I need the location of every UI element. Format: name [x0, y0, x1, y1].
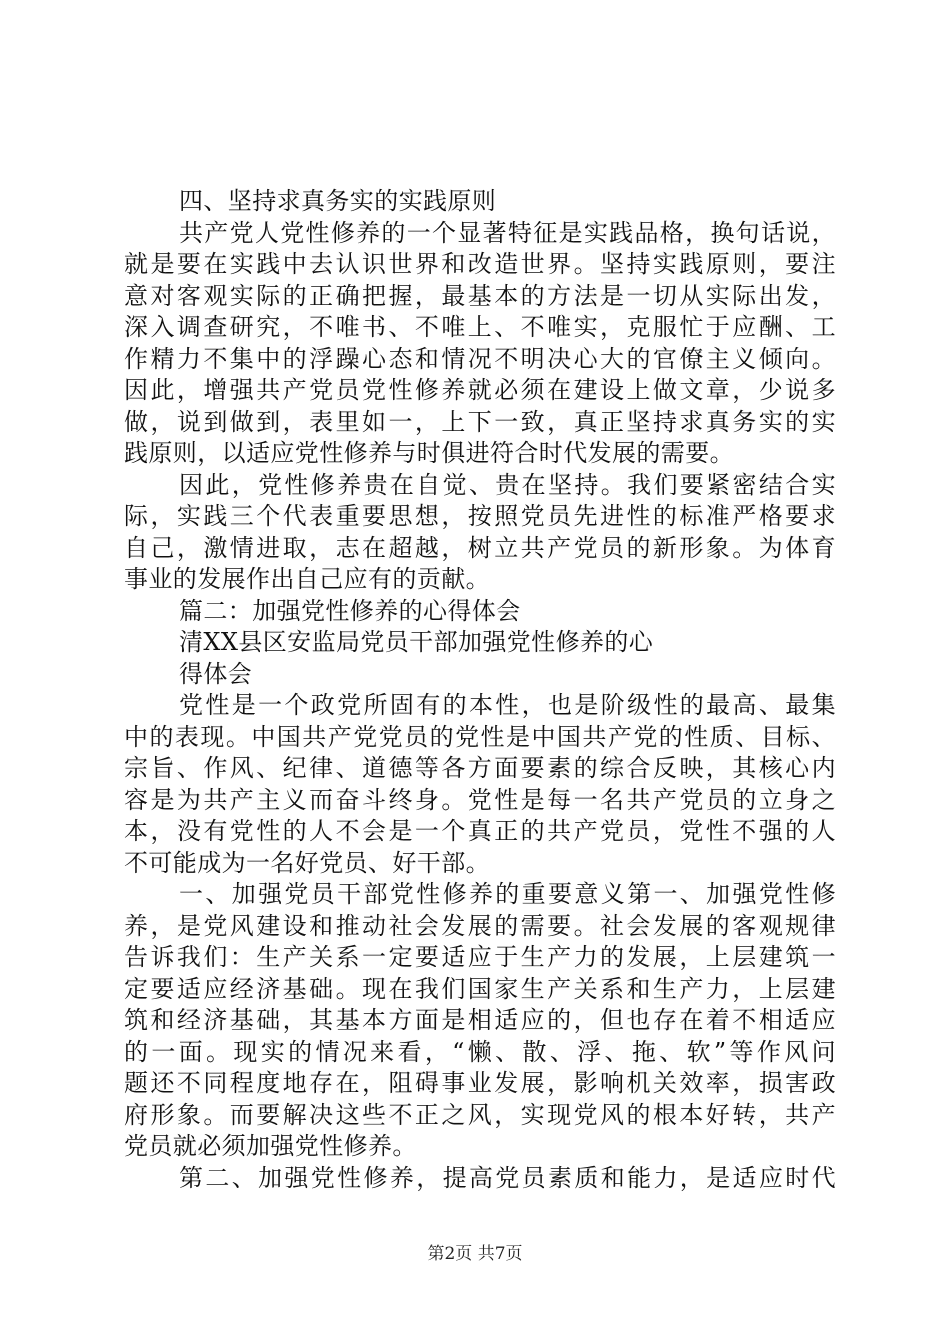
text-line: 告诉我们：生产关系一定要适应于生产力的发展，上层建筑一	[124, 943, 836, 971]
text-line: 因此，增强共产党员党性修养就必须在建设上做文章，少说多	[124, 376, 836, 404]
text-line: 容是为共产主义而奋斗终身。党性是每一名共产党员的立身之	[124, 785, 836, 814]
text-line: 意对客观实际的正确把握，最基本的方法是一切从实际出发，	[124, 281, 836, 310]
document-body	[124, 186, 836, 1194]
text-line: 题还不同程度地存在，阻碍事业发展，影响机关效率，损害政	[124, 1069, 836, 1097]
text-line: 养，是党风建设和推动社会发展的需要。社会发展的客观规律	[124, 911, 836, 940]
article-title: 篇二：加强党性修养的心得体会	[179, 596, 521, 625]
text-line: 深入调查研究，不唯书、不唯上、不唯实，克服忙于应酬、工	[124, 313, 836, 341]
page-footer	[0, 1243, 950, 1265]
text-line: 事业的发展作出自己应有的贡献。	[124, 565, 490, 593]
article-subtitle: 得体会	[179, 659, 253, 688]
text-line: 一、加强党员干部党性修养的重要意义第一、加强党性修	[179, 880, 836, 908]
article-subtitle: 清XX县区安监局党员干部加强党性修养的心	[179, 628, 654, 656]
page-total: 共7页	[477, 1244, 523, 1264]
text-line: 府形象。而要解决这些不正之风，实现党风的根本好转，共产	[124, 1100, 836, 1129]
text-line: 际，实践三个代表重要思想，按照党员先进性的标准严格要求	[124, 502, 836, 530]
text-line: 党性是一个政党所固有的本性，也是阶级性的最高、最集	[179, 691, 836, 719]
text-line: 因此，党性修养贵在自觉、贵在坚持。我们要紧密结合实	[179, 470, 836, 499]
text-line: 筑和经济基础，其基本方面是相适应的，但也存在着不相适应	[124, 1006, 836, 1034]
text-line: 践原则，以适应党性修养与时俱进符合时代发展的需要。	[124, 439, 734, 467]
text-line: 就是要在实践中去认识世界和改造世界。坚持实践原则，要注	[124, 250, 836, 278]
text-line: 不可能成为一名好党员、好干部。	[124, 848, 490, 877]
text-line: 作精力不集中的浮躁心态和情况不明决心大的官僚主义倾向。	[124, 344, 836, 373]
text-line: 第二、加强党性修养，提高党员素质和能力，是适应时代	[179, 1163, 836, 1192]
text-line: 中的表现。中国共产党党员的党性是中国共产党的性质、目标、	[124, 722, 836, 751]
text-line: 定要适应经济基础。现在我们国家生产关系和生产力，上层建	[124, 974, 836, 1003]
text-line: 宗旨、作风、纪律、道德等各方面要素的综合反映，其核心内	[124, 754, 836, 782]
text-line: 做，说到做到，表里如一，上下一致，真正坚持求真务实的实	[124, 407, 836, 436]
text-line: 本，没有党性的人不会是一个真正的共产党员，党性不强的人	[124, 817, 836, 845]
text-line: 党员就必须加强党性修养。	[124, 1132, 417, 1160]
text-line: 自己，激情进取，志在超越，树立共产党员的新形象。为体育	[124, 533, 836, 562]
section-heading: 四、坚持求真务实的实践原则	[179, 187, 497, 215]
page-number: 第2页	[427, 1244, 473, 1264]
text-line: 共产党人党性修养的一个显著特征是实践品格，换句话说，	[179, 218, 836, 247]
text-line: 的一面。现实的情况来看，“懒、散、浮、拖、软”等作风问	[124, 1037, 836, 1066]
